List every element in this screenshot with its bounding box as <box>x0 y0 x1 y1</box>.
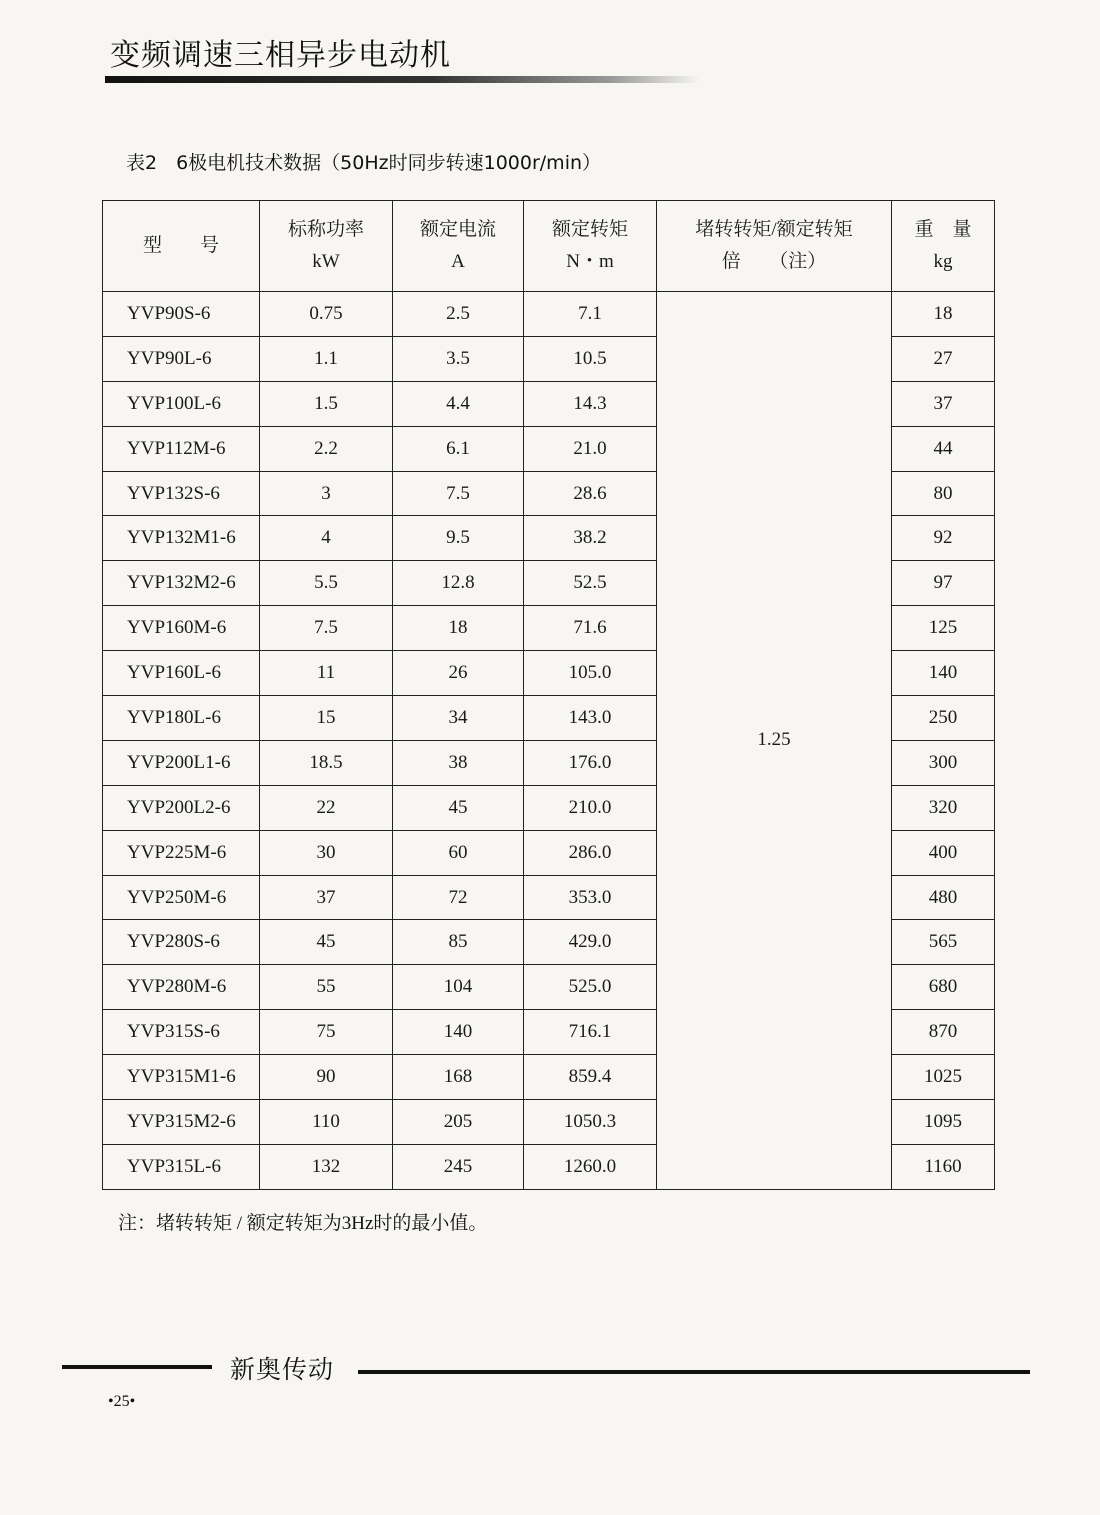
cell-current: 60 <box>393 830 524 875</box>
cell-weight: 44 <box>892 426 995 471</box>
cell-weight: 140 <box>892 651 995 696</box>
cell-torque: 859.4 <box>524 1055 657 1100</box>
cell-weight: 125 <box>892 606 995 651</box>
cell-weight: 97 <box>892 561 995 606</box>
cell-current: 38 <box>393 740 524 785</box>
cell-current: 34 <box>393 696 524 741</box>
cell-torque: 21.0 <box>524 426 657 471</box>
cell-weight: 320 <box>892 785 995 830</box>
cell-torque: 38.2 <box>524 516 657 561</box>
cell-torque: 525.0 <box>524 965 657 1010</box>
cell-power: 3 <box>260 471 393 516</box>
cell-weight: 1095 <box>892 1100 995 1145</box>
cell-torque: 1260.0 <box>524 1144 657 1189</box>
cell-current: 12.8 <box>393 561 524 606</box>
cell-power: 45 <box>260 920 393 965</box>
cell-weight: 565 <box>892 920 995 965</box>
cell-current: 45 <box>393 785 524 830</box>
cell-torque: 71.6 <box>524 606 657 651</box>
cell-weight: 1025 <box>892 1055 995 1100</box>
cell-current: 85 <box>393 920 524 965</box>
cell-torque: 286.0 <box>524 830 657 875</box>
cell-weight: 870 <box>892 1010 995 1055</box>
table-body <box>103 292 995 1190</box>
cell-torque: 210.0 <box>524 785 657 830</box>
cell-weight: 480 <box>892 875 995 920</box>
cell-power: 15 <box>260 696 393 741</box>
cell-weight: 400 <box>892 830 995 875</box>
page-header-title: 变频调速三相异步电动机 <box>110 38 451 73</box>
cell-torque: 7.1 <box>524 292 657 337</box>
cell-power: 22 <box>260 785 393 830</box>
cell-torque: 105.0 <box>524 651 657 696</box>
header-torque: 额定转矩 N・m <box>524 201 657 292</box>
cell-power: 1.1 <box>260 336 393 381</box>
cell-power: 18.5 <box>260 740 393 785</box>
header-current: 额定电流 A <box>393 201 524 292</box>
page-number: •25• <box>108 1393 136 1410</box>
table-caption: 表2 6极电机技术数据（50Hz时同步转速1000r/min） <box>126 152 602 174</box>
footer-left-rule <box>62 1365 212 1369</box>
cell-current: 104 <box>393 965 524 1010</box>
cell-power: 11 <box>260 651 393 696</box>
cell-current: 4.4 <box>393 381 524 426</box>
cell-weight: 250 <box>892 696 995 741</box>
cell-model: YVP280S-6 <box>103 920 260 965</box>
cell-model: YVP250M-6 <box>103 875 260 920</box>
cell-current: 168 <box>393 1055 524 1100</box>
cell-current: 18 <box>393 606 524 651</box>
cell-power: 132 <box>260 1144 393 1189</box>
cell-current: 140 <box>393 1010 524 1055</box>
cell-weight: 1160 <box>892 1144 995 1189</box>
cell-power: 4 <box>260 516 393 561</box>
cell-torque: 10.5 <box>524 336 657 381</box>
cell-model: YVP315L-6 <box>103 1144 260 1189</box>
cell-model: YVP160M-6 <box>103 606 260 651</box>
cell-current: 72 <box>393 875 524 920</box>
cell-weight: 300 <box>892 740 995 785</box>
cell-model: YVP132M2-6 <box>103 561 260 606</box>
cell-torque: 353.0 <box>524 875 657 920</box>
cell-power: 110 <box>260 1100 393 1145</box>
cell-power: 30 <box>260 830 393 875</box>
cell-model: YVP200L1-6 <box>103 740 260 785</box>
cell-weight: 37 <box>892 381 995 426</box>
cell-torque: 716.1 <box>524 1010 657 1055</box>
cell-power: 55 <box>260 965 393 1010</box>
cell-torque: 176.0 <box>524 740 657 785</box>
cell-model: YVP132S-6 <box>103 471 260 516</box>
cell-torque: 52.5 <box>524 561 657 606</box>
cell-power: 5.5 <box>260 561 393 606</box>
header-weight: 重 量 kg <box>892 201 995 292</box>
footer-brand: 新奥传动 <box>230 1355 335 1384</box>
cell-weight: 680 <box>892 965 995 1010</box>
header-power: 标称功率 kW <box>260 201 393 292</box>
cell-model: YVP112M-6 <box>103 426 260 471</box>
cell-power: 90 <box>260 1055 393 1100</box>
motor-spec-table <box>102 200 995 1190</box>
table-footnote: 注：堵转转矩 / 额定转矩为3Hz时的最小值。 <box>118 1213 488 1234</box>
header-stall-ratio: 堵转转矩/额定转矩 倍 （注） <box>657 201 892 292</box>
cell-torque: 28.6 <box>524 471 657 516</box>
header-model: 型 号 <box>103 201 260 292</box>
table-row <box>103 292 995 337</box>
cell-torque: 14.3 <box>524 381 657 426</box>
cell-model: YVP100L-6 <box>103 381 260 426</box>
cell-weight: 27 <box>892 336 995 381</box>
cell-torque: 1050.3 <box>524 1100 657 1145</box>
cell-power: 7.5 <box>260 606 393 651</box>
cell-model: YVP225M-6 <box>103 830 260 875</box>
cell-current: 9.5 <box>393 516 524 561</box>
cell-current: 6.1 <box>393 426 524 471</box>
cell-power: 37 <box>260 875 393 920</box>
cell-model: YVP315M1-6 <box>103 1055 260 1100</box>
cell-current: 26 <box>393 651 524 696</box>
footer-right-rule <box>358 1370 1030 1374</box>
cell-current: 7.5 <box>393 471 524 516</box>
cell-power: 0.75 <box>260 292 393 337</box>
cell-model: YVP315S-6 <box>103 1010 260 1055</box>
cell-model: YVP90S-6 <box>103 292 260 337</box>
cell-model: YVP160L-6 <box>103 651 260 696</box>
table-header-row <box>103 201 995 292</box>
cell-weight: 92 <box>892 516 995 561</box>
cell-current: 205 <box>393 1100 524 1145</box>
cell-power: 2.2 <box>260 426 393 471</box>
cell-power: 1.5 <box>260 381 393 426</box>
cell-weight: 18 <box>892 292 995 337</box>
cell-model: YVP200L2-6 <box>103 785 260 830</box>
cell-current: 2.5 <box>393 292 524 337</box>
cell-model: YVP90L-6 <box>103 336 260 381</box>
cell-torque: 143.0 <box>524 696 657 741</box>
header-rule <box>105 76 700 83</box>
cell-power: 75 <box>260 1010 393 1055</box>
cell-current: 245 <box>393 1144 524 1189</box>
cell-torque: 429.0 <box>524 920 657 965</box>
cell-model: YVP132M1-6 <box>103 516 260 561</box>
cell-model: YVP280M-6 <box>103 965 260 1010</box>
cell-stall-ratio: 1.25 <box>657 292 892 1190</box>
cell-model: YVP315M2-6 <box>103 1100 260 1145</box>
cell-weight: 80 <box>892 471 995 516</box>
cell-model: YVP180L-6 <box>103 696 260 741</box>
cell-current: 3.5 <box>393 336 524 381</box>
